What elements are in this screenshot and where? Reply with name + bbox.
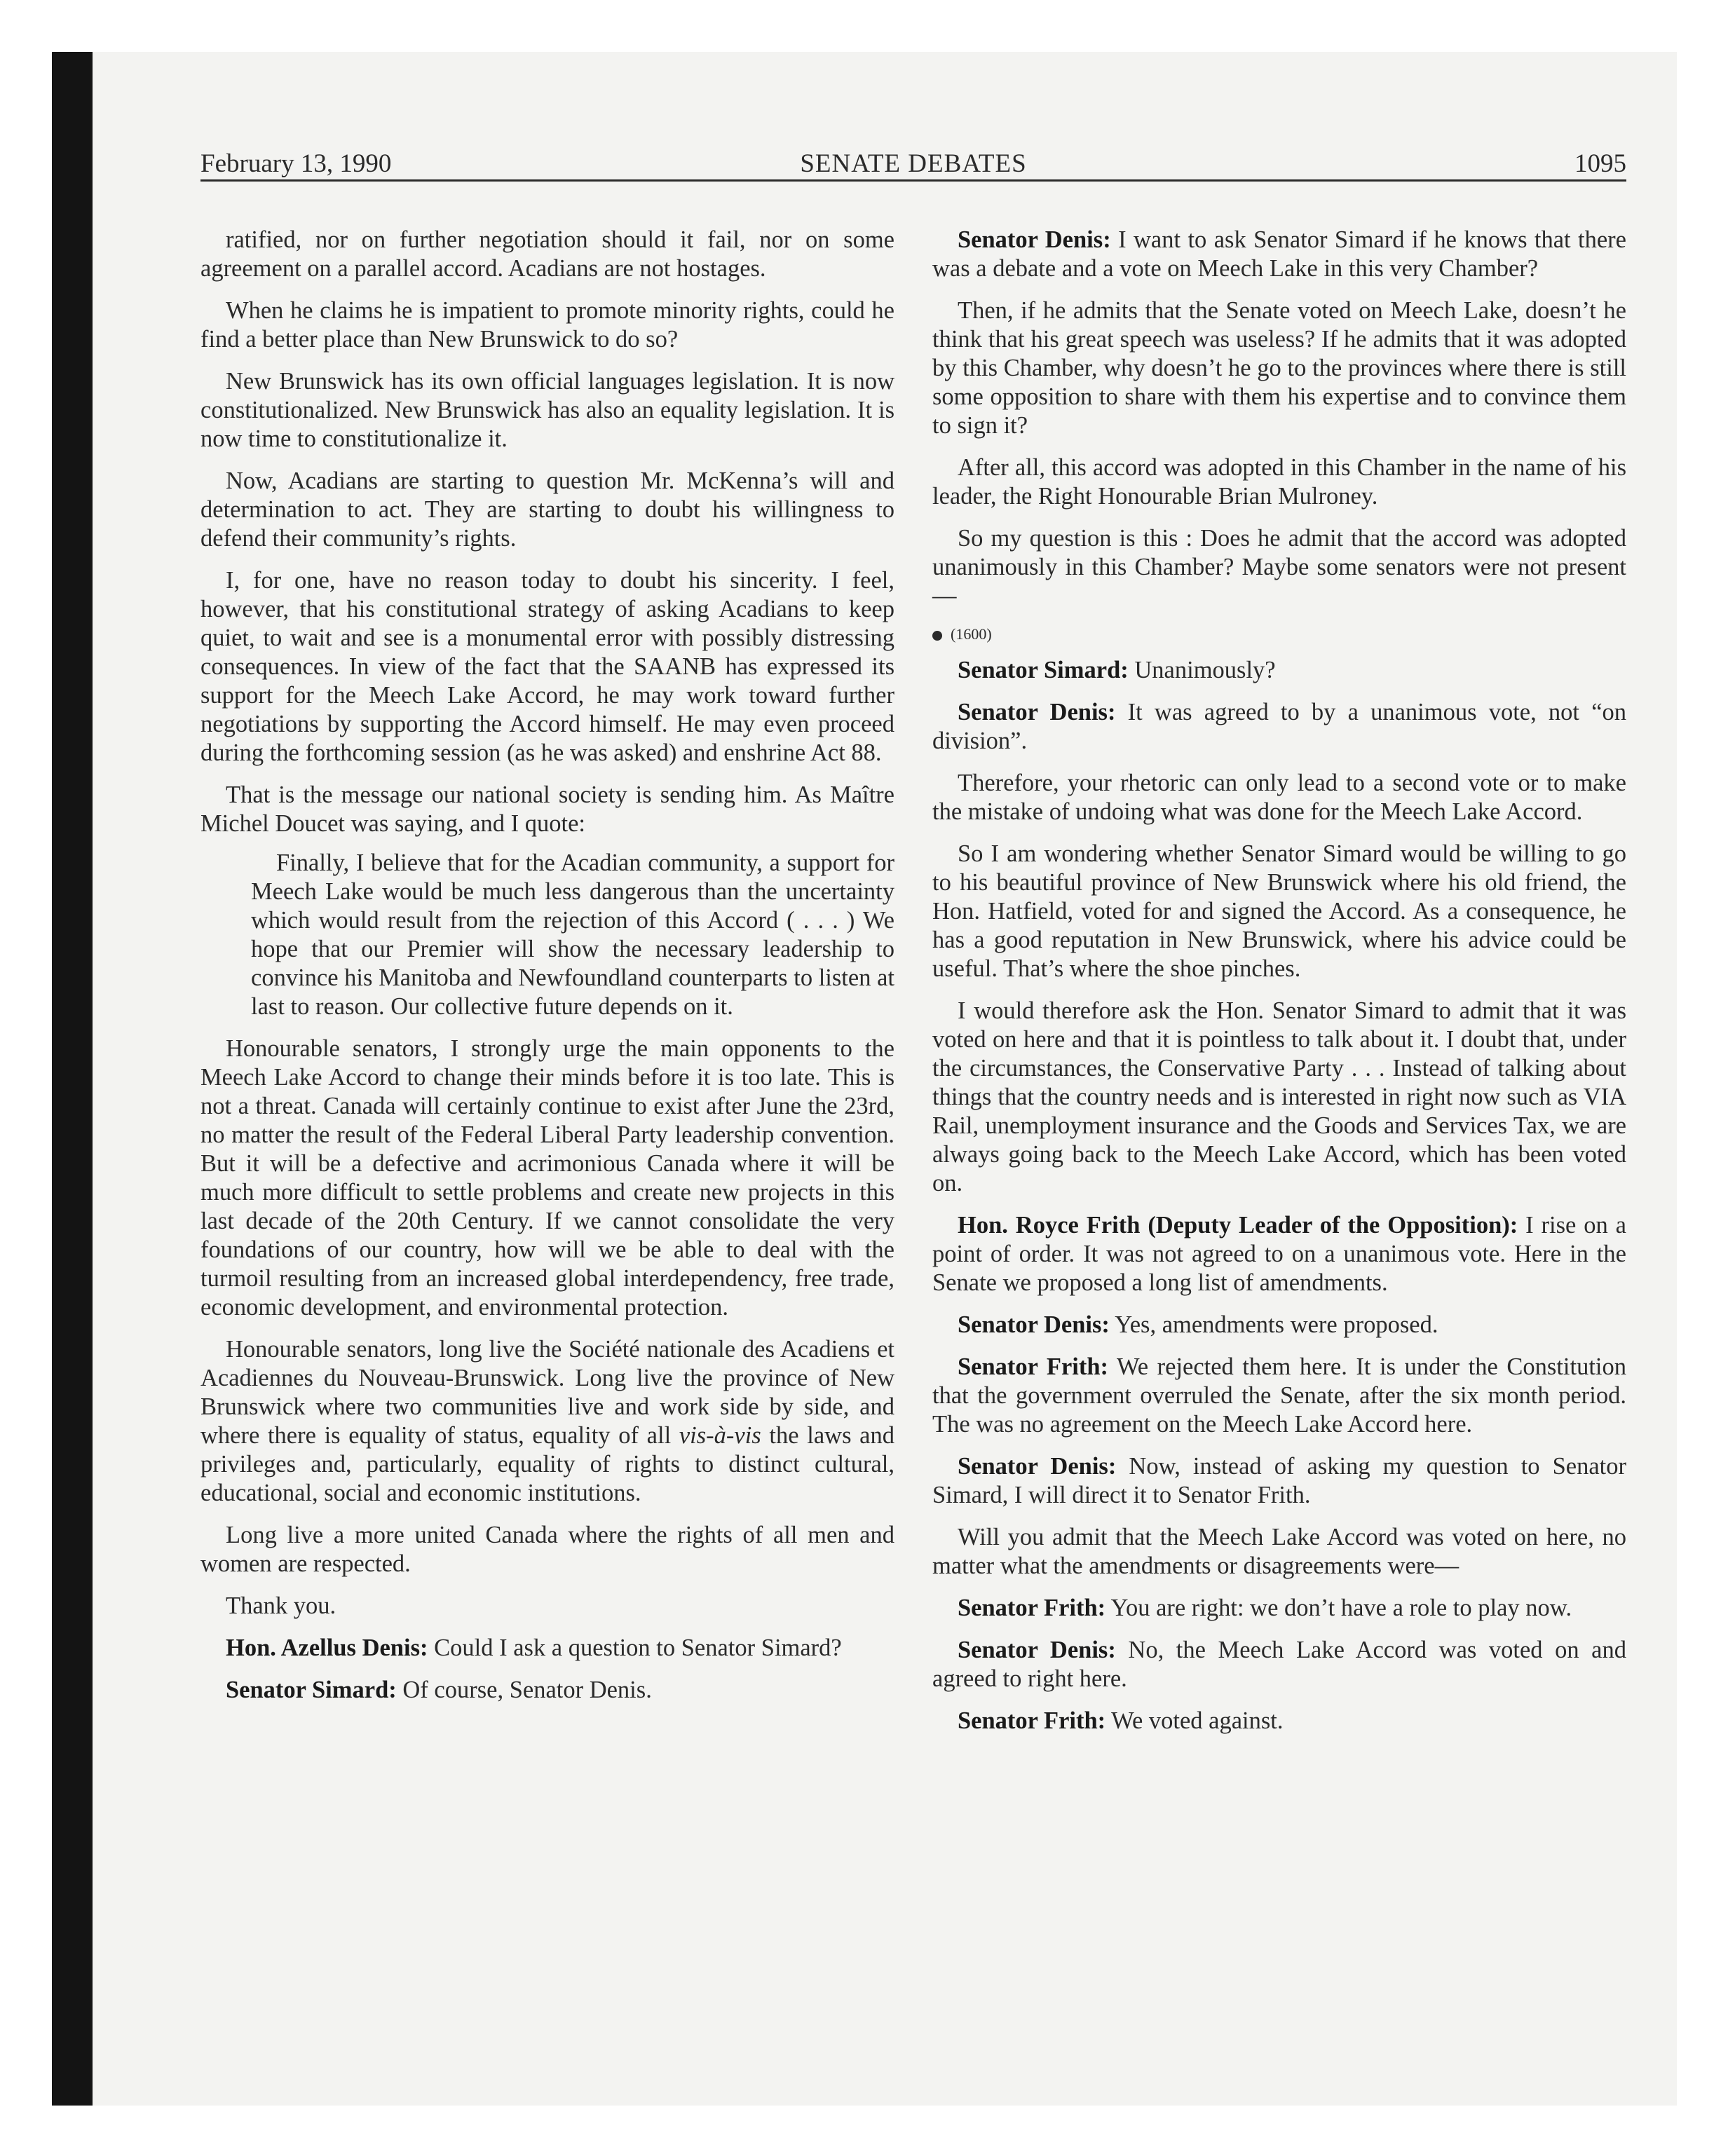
paragraph	[200, 1335, 894, 1508]
header-title: SENATE DEBATES	[800, 149, 1027, 178]
time-marker	[932, 624, 1626, 645]
speech	[932, 1311, 1626, 1339]
speech	[932, 1452, 1626, 1510]
speaker-name: Senator Denis:	[958, 226, 1111, 253]
paragraph: Then, if he admits that the Senate voted on Meech Lake, doesn’t he think that his great speech was useless? If he admits that it was adopted by this Chamber, why doesn’t he go to the provinces where there is still some opposition to share with them his expertise and to convince them to sign it?	[932, 297, 1626, 439]
paragraph: Now, Acadians are starting to question Mr. McKenna’s will and determination to act. They are starting to doubt his willingness to defend their community’s rights.	[200, 468, 894, 552]
italic-text: vis-à-vis	[679, 1422, 761, 1449]
header-rule	[200, 179, 1626, 182]
speaker-name: Senator Simard:	[226, 1677, 397, 1703]
header-page-number: 1095	[1574, 149, 1626, 178]
speech	[200, 1676, 894, 1705]
paragraph: Thank you.	[226, 1592, 336, 1619]
speech	[932, 226, 1626, 283]
speech-text: Yes, amendments were proposed.	[1109, 1311, 1438, 1338]
speech-text: Could I ask a question to Senator Simard?	[428, 1635, 842, 1661]
text-run: the laws and privileges and, particularly, equality of rights to distinct cultural, educational, social and economic institutions.	[200, 1422, 894, 1506]
paragraph: So my question is this : Does he admit that the accord was adopted unanimously in this Chamber? Maybe some senators were not present—	[932, 525, 1626, 609]
speech-text: Now, instead of asking my question to Senator Simard, I will direct it to Senator Frith.	[932, 1453, 1627, 1508]
speaker-name: Senator Frith:	[958, 1707, 1106, 1734]
bullet-dot-icon	[932, 631, 942, 641]
speech	[932, 1636, 1626, 1693]
speaker-name: Hon. Royce Frith (Deputy Leader of the Opposition):	[958, 1212, 1518, 1239]
text-run: Honourable senators, long live the Société nationale des Acadiens et Acadiennes du Nouveau-Brunswick. Long live the province of New Brunswick where two communities live and work side by side, and where there is equality of status, equality of all	[200, 1336, 894, 1449]
time-marker-text: (1600)	[951, 625, 992, 643]
speech	[932, 656, 1626, 685]
scan-binding-edge	[52, 52, 93, 2106]
paragraph: I, for one, have no reason today to doubt his sincerity. I feel, however, that his constitutional strategy of asking Acadians to keep quiet, to wait and see is a monumental error with possibly distressing consequences. In view of the fact that the SAANB has expressed its support for the Meech Lake Accord, he may work toward further negotiations by supporting the Accord himself. He may even proceed during the forthcoming session (as he was asked) and enshrine Act 88.	[200, 567, 894, 766]
speech-text: I want to ask Senator Simard if he knows that there was a debate and a vote on Meech Lake in this very Chamber?	[932, 226, 1626, 282]
header-date: February 13, 1990	[200, 149, 392, 178]
speech-text: I rise on a point of order. It was not agreed to on a unanimous vote. Here in the Senate we proposed a long list of amendments.	[932, 1212, 1626, 1296]
speech	[932, 1211, 1626, 1297]
speech	[932, 1353, 1626, 1439]
paragraph: I would therefore ask the Hon. Senator Simard to admit that it was voted on here and that it is pointless to talk about it. I doubt that, under the circumstances, the Conservative Party . . . Instead of talking about things that the country needs and is interested in right now such as VIA Rail, unemployment insurance and the Goods and Services Tax, we are always going back to the Meech Lake Accord, which has been voted on.	[932, 997, 1626, 1196]
page-header	[200, 144, 1626, 184]
paragraph: New Brunswick has its own official languages legislation. It is now constitutionalized. New Brunswick has also an equality legislation. It is now time to constitutionalize it.	[200, 368, 894, 452]
speaker-name: Senator Denis:	[958, 1311, 1110, 1338]
speaker-name: Senator Frith:	[958, 1353, 1109, 1380]
speech-text: You are right: we don’t have a role to play now.	[1105, 1595, 1572, 1621]
speaker-name: Senator Denis:	[958, 699, 1116, 725]
paragraph: That is the message our national society is sending him. As Maître Michel Doucet was saying, and I quote:	[200, 782, 894, 837]
speaker-name: Senator Denis:	[958, 1637, 1116, 1663]
paragraph: When he claims he is impatient to promote minority rights, could he find a better place than New Brunswick to do so?	[200, 297, 894, 353]
speech	[932, 1707, 1626, 1735]
paragraph: So I am wondering whether Senator Simard would be willing to go to his beautiful province of New Brunswick where his old friend, the Hon. Hatfield, voted for and signed the Accord. As a consequence, he has a good reputation in New Brunswick, where his advice could be useful. That’s where the shoe pinches.	[932, 840, 1626, 982]
speech-text: No, the Meech Lake Accord was voted on and agreed to right here.	[932, 1637, 1626, 1692]
right-column	[932, 226, 1626, 1749]
paragraph: Will you admit that the Meech Lake Accord was voted on here, no matter what the amendments or disagreements were—	[932, 1524, 1626, 1579]
speech-text: Unanimously?	[1128, 657, 1276, 683]
speaker-name: Senator Denis:	[958, 1453, 1117, 1480]
paragraph: ratified, nor on further negotiation should it fail, nor on some agreement on a parallel accord. Acadians are not hostages.	[200, 226, 894, 282]
speech-text: We voted against.	[1105, 1707, 1284, 1734]
speaker-name: Senator Frith:	[958, 1595, 1106, 1621]
speech-text: It was agreed to by a unanimous vote, not “on division”.	[932, 699, 1627, 754]
paragraph: After all, this accord was adopted in this Chamber in the name of his leader, the Right Honourable Brian Mulroney.	[932, 454, 1626, 510]
speech-text: We rejected them here. It is under the Constitution that the government overruled the Senate, after the six month period. The was no agreement on the Meech Lake Accord here.	[932, 1353, 1626, 1438]
paragraph: Long live a more united Canada where the rights of all men and women are respected.	[200, 1522, 894, 1577]
speech	[932, 698, 1626, 756]
left-column	[200, 226, 894, 1718]
paragraph: Honourable senators, I strongly urge the main opponents to the Meech Lake Accord to change their minds before it is too late. This is not a threat. Canada will certainly continue to exist after June the 23rd, no matter the result of the Federal Liberal Party leadership convention. But it will be a defective and acrimonious Canada where it will be much more difficult to settle problems and create new projects in this last decade of the 20th Century. If we cannot consolidate the very foundations of our country, how will we be able to deal with the turmoil resulting from an increased global interdependency, free trade, economic development, and environmental protection.	[200, 1035, 894, 1321]
block-quote: Finally, I believe that for the Acadian community, a support for Meech Lake would be much less dangerous than the uncertainty which would result from the rejection of this Accord ( . . . ) We hope that our Premier will show the necessary leadership to convince his Manitoba and Newfoundland counterparts to listen at last to reason. Our collective future depends on it.	[251, 850, 894, 1020]
paragraph: Therefore, your rhetoric can only lead to a second vote or to make the mistake of undoing what was done for the Meech Lake Accord.	[932, 770, 1626, 825]
speech-text: Of course, Senator Denis.	[396, 1677, 652, 1703]
speech	[200, 1634, 894, 1663]
speaker-name: Hon. Azellus Denis:	[226, 1635, 428, 1661]
speaker-name: Senator Simard:	[958, 657, 1129, 683]
speech	[932, 1594, 1626, 1623]
